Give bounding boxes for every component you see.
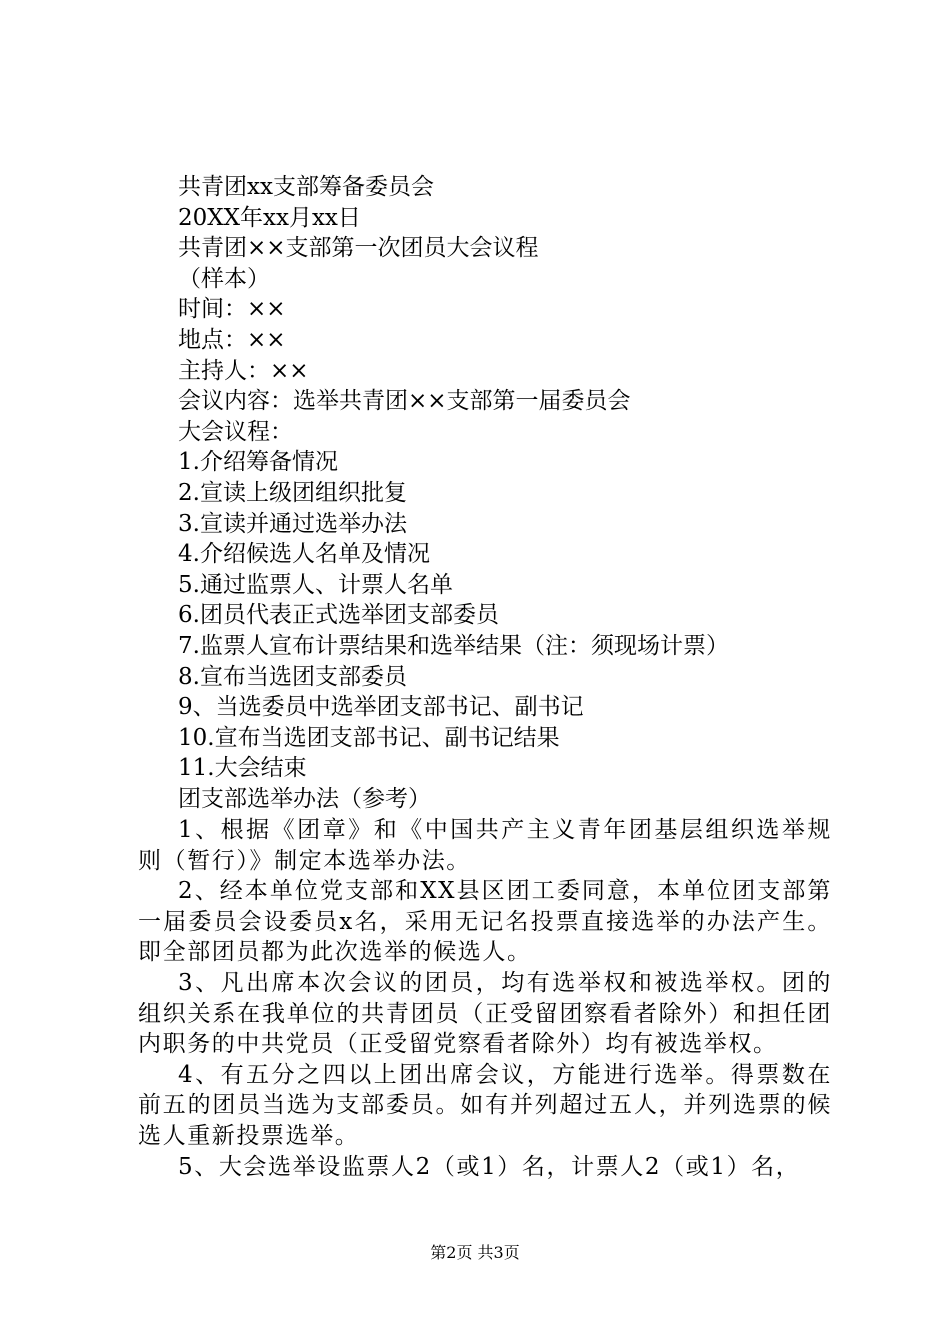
agenda-item: 2.宣读上级团组织批复 (178, 479, 407, 506)
rule-paragraph: 3、凡出席本次会议的团员，均有选举权和被选举权。团的组织关系在我单位的共青团员（正受留团察看者除外）和担任团内职务的中共党员（正受留党察看者除外）均有被选举权。 (138, 969, 832, 1058)
agenda-item: 10.宣布当选团支部书记、副书记结果 (178, 724, 560, 751)
agenda-item: 6.团员代表正式选举团支部委员 (178, 602, 499, 629)
rule-paragraph: 4、有五分之四以上团出席会议，方能进行选举。得票数在前五的团员当选为支部委员。如有并列超过五人，并列选票的候选人重新投票选举。 (138, 1061, 832, 1149)
election-rules-heading: 团支部选举办法（参考） (178, 785, 431, 812)
time-line: 时间：×× (178, 296, 286, 323)
agenda-title: 共青团××支部第一次团员大会议程 (178, 235, 539, 262)
agenda-item: 4.介绍候选人名单及情况 (178, 541, 430, 568)
sample-label: （样本） (178, 265, 270, 292)
meeting-content-line: 会议内容：选举共青团××支部第一届委员会 (178, 388, 631, 415)
rule-paragraph: 5、大会选举设监票人2（或1）名，计票人2（或1）名， (178, 1153, 801, 1180)
agenda-item: 11.大会结束 (178, 755, 307, 782)
header-line: 共青团xx支部筹备委员会 (178, 174, 434, 200)
agenda-item: 9、当选委员中选举团支部书记、副书记 (178, 694, 584, 721)
agenda-item: 8.宣布当选团支部委员 (178, 663, 407, 690)
location-line: 地点：×× (178, 326, 286, 353)
agenda-heading: 大会议程： (178, 418, 293, 445)
date-line: 20XX年xx月xx日 (178, 204, 361, 231)
election-rules-body (138, 815, 832, 1182)
rule-paragraph: 2、经本单位党支部和XX县区团工委同意，本单位团支部第一届委员会设委员x名，采用无记名投票直接选举的办法产生。即全部团员都为此次选举的候选人。 (138, 878, 832, 966)
agenda-item: 5.通过监票人、计票人名单 (178, 571, 453, 598)
page-number: 第2页 共3页 (430, 1243, 520, 1262)
agenda-item: 1.介绍筹备情况 (178, 449, 338, 476)
agenda-lines (178, 172, 838, 814)
agenda-item: 3.宣读并通过选举办法 (178, 510, 407, 537)
host-line: 主持人：×× (178, 357, 309, 384)
agenda-item: 7.监票人宣布计票结果和选举结果（注：须现场计票） (178, 632, 729, 659)
rule-paragraph: 1、根据《团章》和《中国共产主义青年团基层组织选举规则（暂行）》制定本选举办法。 (138, 817, 832, 874)
